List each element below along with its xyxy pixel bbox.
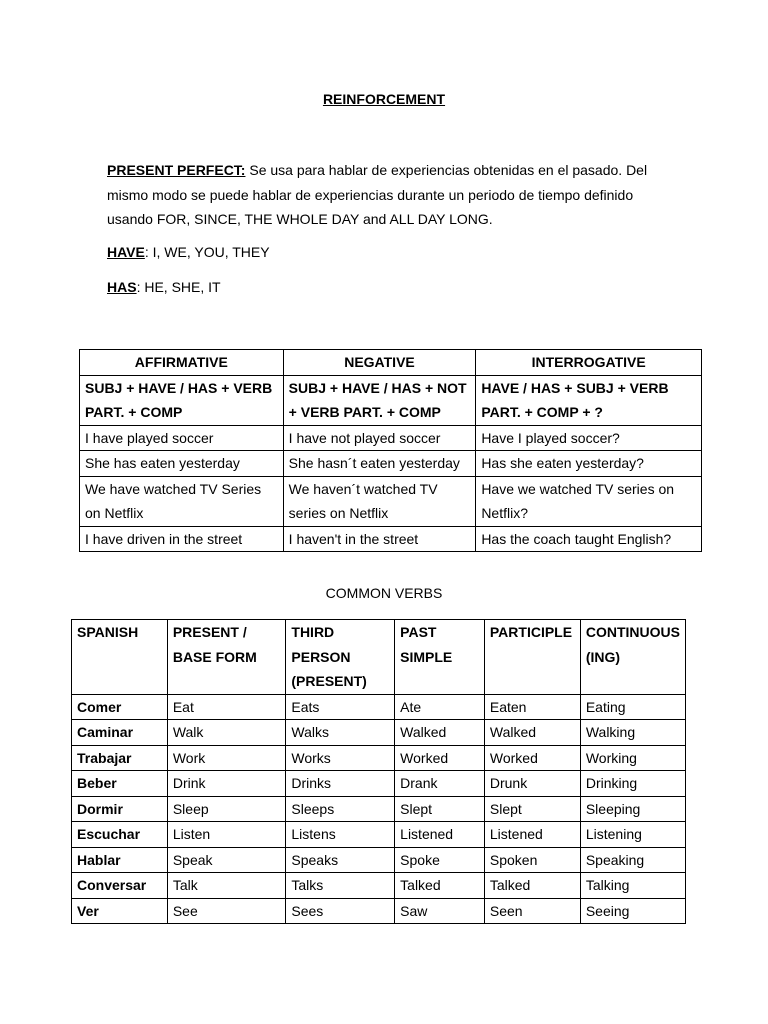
verb-form-cell: Walk	[167, 720, 286, 746]
example-cell: We haven´t watched TV series on Netflix	[283, 476, 476, 526]
verb-form-cell: Listens	[286, 822, 395, 848]
verb-form-cell: Drink	[167, 771, 286, 797]
spanish-verb-cell: Dormir	[72, 796, 168, 822]
spanish-verb-cell: Ver	[72, 898, 168, 924]
example-cell: Have we watched TV series on Netflix?	[476, 476, 702, 526]
verb-form-cell: Drinks	[286, 771, 395, 797]
verb-form-cell: Ate	[395, 694, 485, 720]
verb-form-cell: Talked	[484, 873, 580, 899]
verb-row	[72, 745, 686, 771]
verb-form-cell: Walking	[580, 720, 685, 746]
grammar-table	[79, 349, 702, 552]
verb-form-cell: Listened	[395, 822, 485, 848]
verb-form-cell: Talks	[286, 873, 395, 899]
verb-form-cell: Speak	[167, 847, 286, 873]
example-cell: We have watched TV Series on Netflix	[80, 476, 284, 526]
verb-row	[72, 898, 686, 924]
column-header: AFFIRMATIVE	[80, 350, 284, 376]
verb-form-cell: Working	[580, 745, 685, 771]
spanish-verb-cell: Trabajar	[72, 745, 168, 771]
column-header: SPANISH	[72, 620, 168, 695]
common-verbs-table	[71, 619, 686, 924]
example-cell: I have not played soccer	[283, 425, 476, 451]
verb-form-cell: Seen	[484, 898, 580, 924]
verb-form-cell: Listen	[167, 822, 286, 848]
verb-form-cell: Worked	[395, 745, 485, 771]
intro-text: Se usa para hablar de experiencias obtenidas en el pasado. Del mismo modo se puede hablar de experiencias durante un periodo de tiempo definido usando FOR, SINCE, THE WHOLE DAY and ALL DAY LONG.	[107, 162, 648, 227]
example-cell: I have driven in the street	[80, 526, 284, 552]
verb-row	[72, 720, 686, 746]
column-header: NEGATIVE	[283, 350, 476, 376]
verb-form-cell: Work	[167, 745, 286, 771]
document-title: REINFORCEMENT	[322, 91, 446, 107]
formula-cell: SUBJ + HAVE / HAS + VERB PART. + COMP	[80, 375, 284, 425]
spanish-verb-cell: Escuchar	[72, 822, 168, 848]
verbs-header-row	[72, 620, 686, 695]
intro-paragraph	[107, 158, 667, 232]
verb-form-cell: Works	[286, 745, 395, 771]
has-line	[107, 279, 221, 295]
verb-form-cell: Drank	[395, 771, 485, 797]
spanish-verb-cell: Beber	[72, 771, 168, 797]
verb-form-cell: Walked	[395, 720, 485, 746]
table-row	[80, 425, 702, 451]
have-line	[107, 244, 270, 260]
verb-form-cell: Eaten	[484, 694, 580, 720]
verb-form-cell: Eat	[167, 694, 286, 720]
verb-form-cell: Speaking	[580, 847, 685, 873]
column-header: CONTINUOUS (ING)	[580, 620, 685, 695]
verb-form-cell: Drinking	[580, 771, 685, 797]
example-cell: Have I played soccer?	[476, 425, 702, 451]
column-header: PRESENT / BASE FORM	[167, 620, 286, 695]
verb-row	[72, 694, 686, 720]
example-cell: I have played soccer	[80, 425, 284, 451]
verb-form-cell: Sleeps	[286, 796, 395, 822]
example-cell: Has she eaten yesterday?	[476, 451, 702, 477]
example-cell: Has the coach taught English?	[476, 526, 702, 552]
verb-row	[72, 822, 686, 848]
column-header: INTERROGATIVE	[476, 350, 702, 376]
have-label: HAVE	[107, 244, 145, 260]
example-cell: She hasn´t eaten yesterday	[283, 451, 476, 477]
verb-row	[72, 847, 686, 873]
verb-form-cell: Walked	[484, 720, 580, 746]
verb-form-cell: Slept	[484, 796, 580, 822]
verb-form-cell: See	[167, 898, 286, 924]
verb-form-cell: Saw	[395, 898, 485, 924]
verb-row	[72, 771, 686, 797]
table-row	[80, 526, 702, 552]
spanish-verb-cell: Comer	[72, 694, 168, 720]
verb-form-cell: Talked	[395, 873, 485, 899]
verb-form-cell: Worked	[484, 745, 580, 771]
verb-form-cell: Sleep	[167, 796, 286, 822]
verb-form-cell: Sees	[286, 898, 395, 924]
verb-form-cell: Talking	[580, 873, 685, 899]
formula-row	[80, 375, 702, 425]
table-row	[80, 451, 702, 477]
column-header: PARTICIPLE	[484, 620, 580, 695]
verb-form-cell: Seeing	[580, 898, 685, 924]
verb-form-cell: Spoken	[484, 847, 580, 873]
spanish-verb-cell: Conversar	[72, 873, 168, 899]
column-header: THIRD PERSON (PRESENT)	[286, 620, 395, 695]
example-cell: She has eaten yesterday	[80, 451, 284, 477]
common-verbs-title: COMMON VERBS	[325, 585, 443, 601]
verb-row	[72, 873, 686, 899]
have-text: : I, WE, YOU, THEY	[144, 244, 270, 260]
formula-cell: HAVE / HAS + SUBJ + VERB PART. + COMP + ?	[476, 375, 702, 425]
verb-form-cell: Spoke	[395, 847, 485, 873]
verb-form-cell: Listened	[484, 822, 580, 848]
verb-row	[72, 796, 686, 822]
verb-form-cell: Sleeping	[580, 796, 685, 822]
column-header: PAST SIMPLE	[395, 620, 485, 695]
verb-form-cell: Speaks	[286, 847, 395, 873]
example-cell: I haven't in the street	[283, 526, 476, 552]
has-label: HAS	[107, 279, 137, 295]
verb-form-cell: Walks	[286, 720, 395, 746]
verb-form-cell: Eats	[286, 694, 395, 720]
verb-form-cell: Talk	[167, 873, 286, 899]
verb-form-cell: Drunk	[484, 771, 580, 797]
spanish-verb-cell: Caminar	[72, 720, 168, 746]
verb-form-cell: Slept	[395, 796, 485, 822]
verb-form-cell: Listening	[580, 822, 685, 848]
present-perfect-label: PRESENT PERFECT:	[107, 162, 246, 178]
spanish-verb-cell: Hablar	[72, 847, 168, 873]
has-text: : HE, SHE, IT	[136, 279, 221, 295]
table-row	[80, 476, 702, 526]
verb-form-cell: Eating	[580, 694, 685, 720]
table-header-row	[80, 350, 702, 376]
formula-cell: SUBJ + HAVE / HAS + NOT + VERB PART. + COMP	[283, 375, 476, 425]
